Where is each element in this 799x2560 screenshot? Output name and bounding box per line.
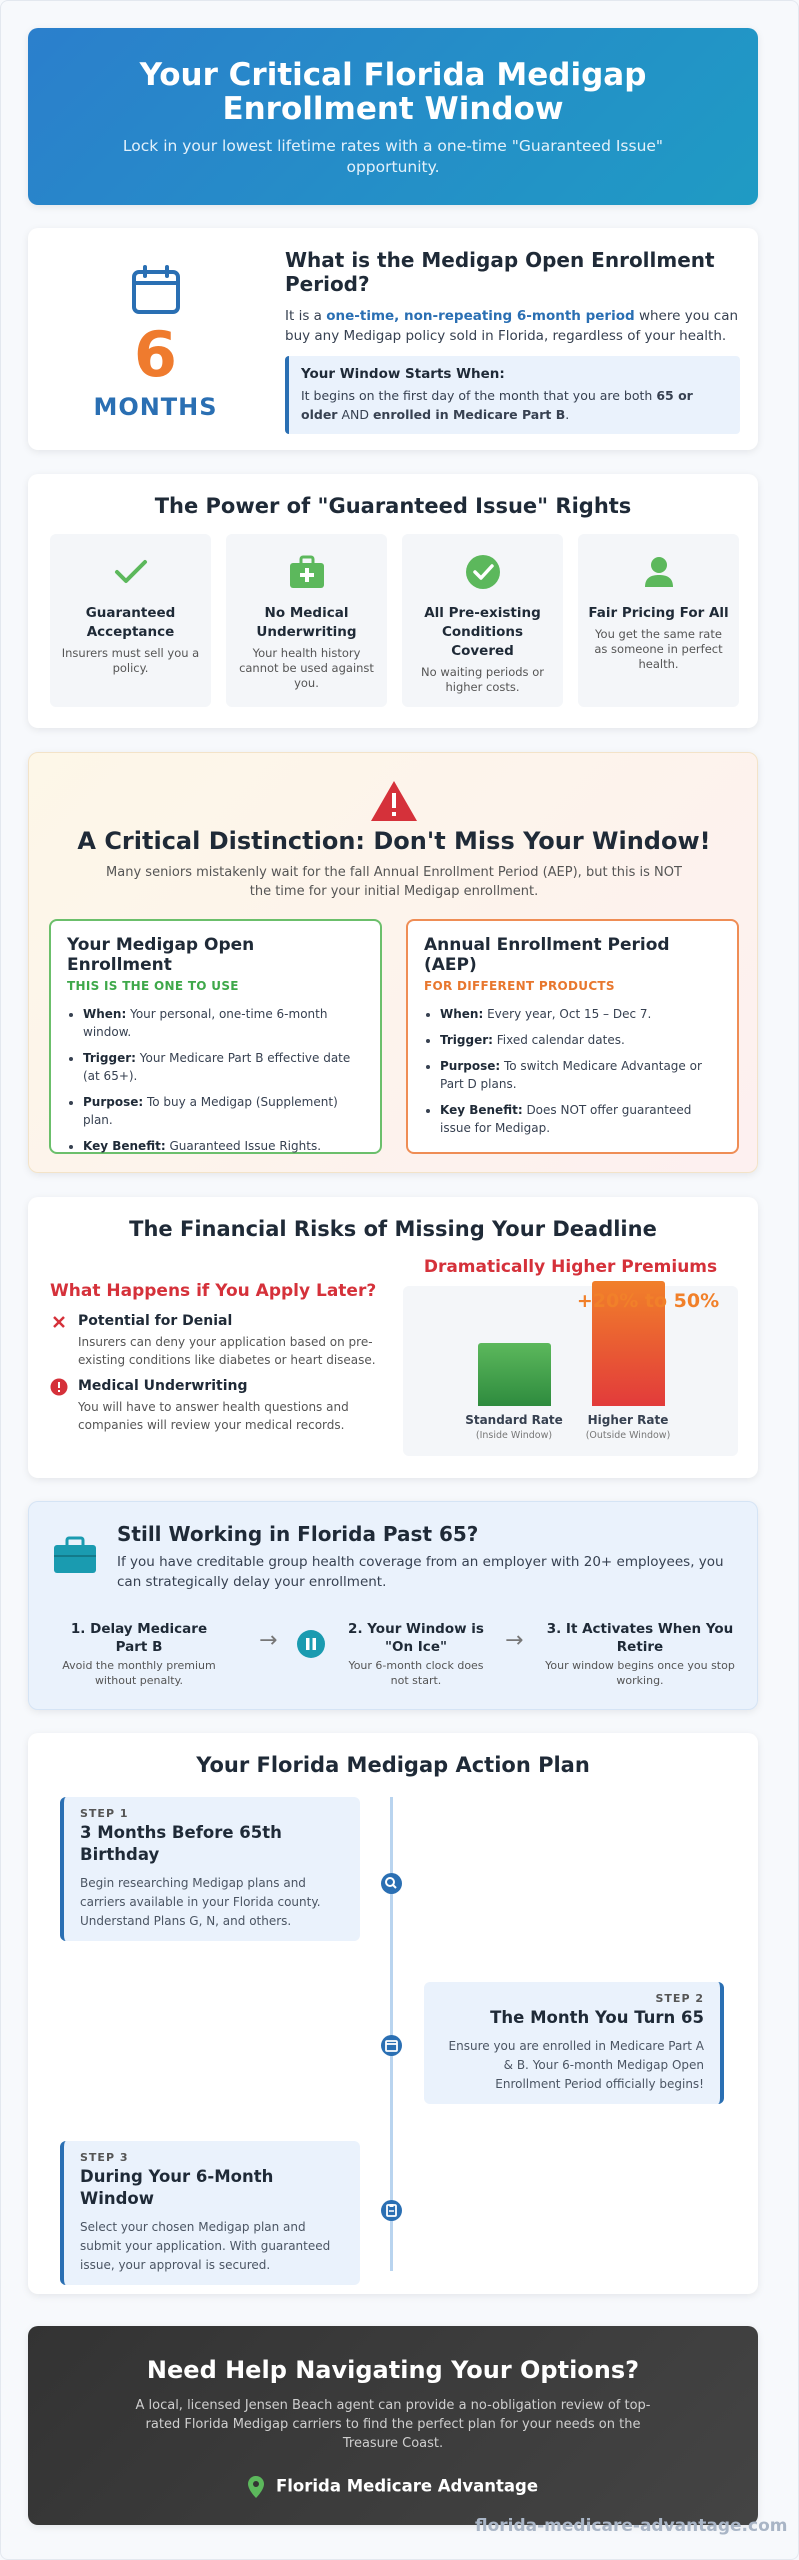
step-title: 3. It Activates When You Retire [546, 1621, 734, 1655]
medigap-oep-card [49, 919, 382, 1154]
apply-later-title: What Happens if You Apply Later? [50, 1281, 377, 1301]
six-months-callout [28, 228, 283, 450]
timeline-step [424, 1982, 724, 2104]
warning-icon [369, 779, 419, 823]
medical-bag-icon [289, 555, 325, 589]
risk-desc: Insurers can deny your application based on pre-existing conditions like diabetes or heart disease. [78, 1335, 376, 1367]
list-item: • When: Your personal, one-time 6-month window. [83, 1005, 364, 1041]
benefit-desc: Insurers must sell you a policy. [61, 646, 200, 675]
arrow-right-icon: → [505, 1628, 524, 1653]
window-start-box [285, 356, 740, 434]
timeline-step [60, 1797, 360, 1941]
percent-annotation: +20% to 50% [576, 1290, 720, 1312]
bar-standard-rate [478, 1343, 551, 1406]
still-working-section [28, 1501, 758, 1710]
benefit-title: Guaranteed Acceptance [85, 605, 176, 640]
financial-risks-title: The Financial Risks of Missing Your Deadline [129, 1217, 657, 1241]
action-plan-section [28, 1733, 758, 2294]
benefit-title: Fair Pricing For All [588, 605, 729, 621]
brand-link[interactable] [28, 2476, 758, 2498]
card-title: Annual Enrollment Period (AEP) [424, 935, 670, 975]
step-title: 2. Your Window is "On Ice" [348, 1621, 484, 1655]
list-item: • Trigger: Fixed calendar dates. [440, 1031, 721, 1049]
still-working-desc: If you have creditable group health coverage from an employer with 20+ employees, you can strategically delay your enrollment. [117, 1554, 724, 1590]
delay-step [59, 1620, 219, 1688]
cta-title: Need Help Navigating Your Options? [146, 2356, 640, 2384]
clipboard-icon [381, 2200, 402, 2221]
step-desc: Ensure you are enrolled in Medicare Part A & B. Your 6-month Medigap Open Enrollment Period officially begins! [448, 2039, 704, 2091]
step-title: 3 Months Before 65th Birthday [80, 1823, 282, 1864]
what-is-title: What is the Medigap Open Enrollment Period? [285, 248, 715, 296]
financial-risks-section [28, 1197, 758, 1478]
step-number: STEP 3 [80, 2151, 129, 2164]
six-number: 6 [133, 318, 178, 391]
list-item: • Purpose: To switch Medicare Advantage or Part D plans. [440, 1057, 721, 1093]
what-is-description: It is a one-time, non-repeating 6-month period where you can buy any Medigap policy sold in Florida, regardless of your health. [285, 308, 739, 344]
benefit-title: No Medical Underwriting [256, 605, 357, 640]
bar-label: Higher Rate [587, 1413, 669, 1427]
step-number: STEP 1 [80, 1807, 129, 1820]
window-start-title: Your Window Starts When: [301, 366, 505, 382]
step-title: During Your 6-Month Window [80, 2167, 274, 2208]
benefit-desc: Your health history cannot be used against you. [239, 646, 374, 690]
window-start-desc: It begins on the first day of the month that you are both 65 or older AND enrolled in Medicare Part B. [301, 388, 693, 422]
benefit-card [226, 534, 387, 707]
step-title: 1. Delay Medicare Part B [70, 1621, 208, 1655]
premium-chart [403, 1286, 738, 1456]
hero-subtitle: Lock in your lowest lifetime rates with a one-time "Guaranteed Issue" opportunity. [122, 137, 664, 176]
what-is-section [28, 228, 758, 450]
watermark[interactable]: florida-medicare-advantage.com [475, 2516, 788, 2536]
timeline-dot [381, 1873, 402, 1894]
brand-name: Florida Medicare Advantage [275, 2476, 539, 2496]
user-icon [644, 556, 674, 588]
hero-banner [28, 28, 758, 205]
risk-title: Medical Underwriting [78, 1378, 248, 1394]
briefcase-icon [53, 1536, 97, 1574]
benefit-card [402, 534, 563, 707]
distinction-title: A Critical Distinction: Don't Miss Your Window! [77, 827, 711, 855]
bar-sublabel: (Outside Window) [585, 1430, 671, 1441]
critical-distinction-section [28, 752, 758, 1173]
card-tag: THIS IS THE ONE TO USE [67, 979, 239, 993]
list-item: • Key Benefit: Does NOT offer guaranteed issue for Medigap. [440, 1101, 721, 1137]
guaranteed-issue-section [28, 474, 758, 728]
hero-title: Your Critical Florida Medigap Enrollment Window [139, 57, 647, 127]
card-title: Your Medigap Open Enrollment [67, 935, 255, 975]
step-desc: Your 6-month clock does not start. [348, 1659, 484, 1687]
still-working-title: Still Working in Florida Past 65? [117, 1522, 479, 1546]
map-pin-icon [248, 2476, 264, 2498]
distinction-subtitle: Many seniors mistakenly wait for the fall Annual Enrollment Period (AEP), but this is NOT the time for your initial Medigap enrollment. [106, 865, 682, 899]
timeline-step [60, 2141, 360, 2285]
action-plan-title: Your Florida Medigap Action Plan [196, 1753, 590, 1777]
step-title: The Month You Turn 65 [490, 2008, 704, 2027]
benefit-title: All Pre-existing Conditions Covered [424, 605, 541, 659]
pause-icon [297, 1630, 325, 1658]
risk-desc: You will have to answer health questions and companies will review your medical records. [78, 1400, 349, 1432]
delay-step [341, 1620, 491, 1688]
risk-title: Potential for Denial [78, 1313, 233, 1329]
benefit-desc: You get the same rate as someone in perfect health. [594, 627, 723, 671]
step-desc: Your window begins once you stop working. [545, 1659, 735, 1687]
timeline-dot [381, 2200, 402, 2221]
guaranteed-issue-title: The Power of "Guaranteed Issue" Rights [154, 494, 632, 518]
check-circle-icon [465, 554, 501, 590]
step-desc: Begin researching Medigap plans and carriers available in your Florida county. Understand Plans G, N, and others. [80, 1876, 321, 1928]
list-item: • Trigger: Your Medicare Part B effective date (at 65+). [83, 1049, 364, 1085]
step-desc: Select your chosen Medigap plan and submit your application. With guaranteed issue, your approval is secured. [80, 2220, 331, 2272]
list-item: • When: Every year, Oct 15 – Dec 7. [440, 1005, 721, 1023]
list-item: • Purpose: To buy a Medigap (Supplement) plan. [83, 1093, 364, 1129]
search-icon [381, 1873, 402, 1894]
step-number: STEP 2 [655, 1992, 704, 2005]
higher-premiums-title: Dramatically Higher Premiums [423, 1257, 718, 1277]
checkmark-icon [114, 559, 148, 585]
timeline-dot [381, 2035, 402, 2056]
months-label: MONTHS [93, 393, 218, 421]
alert-circle-icon [50, 1378, 68, 1396]
cta-footer [28, 2326, 758, 2525]
delay-step [545, 1620, 735, 1688]
bar-label: Standard Rate [465, 1413, 563, 1427]
list-item: • Key Benefit: Guaranteed Issue Rights. [83, 1137, 364, 1155]
bar-sublabel: (Inside Window) [475, 1430, 553, 1441]
calendar-icon [381, 2035, 402, 2056]
benefit-card [578, 534, 739, 707]
benefit-card [50, 534, 211, 707]
aep-card [406, 919, 739, 1154]
step-desc: Avoid the monthly premium without penalty. [62, 1659, 216, 1687]
calendar-icon [131, 265, 181, 315]
card-tag: FOR DIFFERENT PRODUCTS [424, 979, 615, 993]
arrow-right-icon: → [259, 1628, 278, 1653]
benefit-desc: No waiting periods or higher costs. [421, 665, 544, 694]
x-icon [50, 1313, 68, 1331]
cta-desc: A local, licensed Jensen Beach agent can provide a no-obligation review of top-rated Florida Medigap carriers to find the perfect plan for your needs on the Treasure Coast. [135, 2398, 651, 2451]
